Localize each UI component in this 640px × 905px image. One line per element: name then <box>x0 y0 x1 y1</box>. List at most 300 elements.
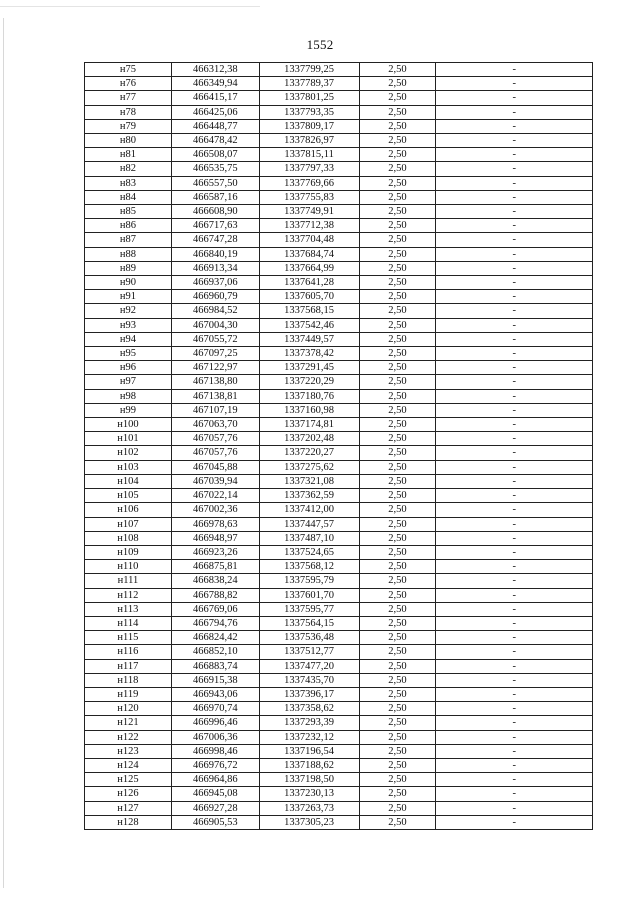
x-coordinate-cell: 466945,08 <box>171 787 259 801</box>
table-row <box>85 716 593 730</box>
point-id-cell: н92 <box>85 304 172 318</box>
error-cell: 2,50 <box>359 460 436 474</box>
table-row <box>85 773 593 787</box>
point-id-cell: н119 <box>85 687 172 701</box>
y-coordinate-cell: 1337568,12 <box>259 560 359 574</box>
y-coordinate-cell: 1337797,33 <box>259 162 359 176</box>
point-id-cell: н107 <box>85 517 172 531</box>
y-coordinate-cell: 1337601,70 <box>259 588 359 602</box>
table-row <box>85 517 593 531</box>
table-row <box>85 261 593 275</box>
y-coordinate-cell: 1337174,81 <box>259 418 359 432</box>
table-row <box>85 560 593 574</box>
x-coordinate-cell: 467004,30 <box>171 318 259 332</box>
table-row <box>85 687 593 701</box>
description-cell: - <box>436 602 593 616</box>
point-id-cell: н95 <box>85 347 172 361</box>
table-row <box>85 176 593 190</box>
table-row <box>85 375 593 389</box>
table-row <box>85 219 593 233</box>
table-row <box>85 730 593 744</box>
point-id-cell: н110 <box>85 560 172 574</box>
point-id-cell: н113 <box>85 602 172 616</box>
error-cell: 2,50 <box>359 105 436 119</box>
y-coordinate-cell: 1337641,28 <box>259 276 359 290</box>
point-id-cell: н88 <box>85 247 172 261</box>
table-row <box>85 332 593 346</box>
table-row <box>85 659 593 673</box>
table-row <box>85 815 593 829</box>
error-cell: 2,50 <box>359 219 436 233</box>
description-cell: - <box>436 403 593 417</box>
y-coordinate-cell: 1337358,62 <box>259 702 359 716</box>
x-coordinate-cell: 466557,50 <box>171 176 259 190</box>
table-row <box>85 531 593 545</box>
point-id-cell: н108 <box>85 531 172 545</box>
x-coordinate-cell: 466948,97 <box>171 531 259 545</box>
y-coordinate-cell: 1337188,62 <box>259 758 359 772</box>
table-row <box>85 77 593 91</box>
y-coordinate-cell: 1337568,15 <box>259 304 359 318</box>
x-coordinate-cell: 466478,42 <box>171 134 259 148</box>
x-coordinate-cell: 467045,88 <box>171 460 259 474</box>
point-id-cell: н111 <box>85 574 172 588</box>
point-id-cell: н89 <box>85 261 172 275</box>
description-cell: - <box>436 673 593 687</box>
point-id-cell: н100 <box>85 418 172 432</box>
y-coordinate-cell: 1337196,54 <box>259 744 359 758</box>
x-coordinate-cell: 466747,28 <box>171 233 259 247</box>
x-coordinate-cell: 466769,06 <box>171 602 259 616</box>
point-id-cell: н82 <box>85 162 172 176</box>
error-cell: 2,50 <box>359 148 436 162</box>
table-row <box>85 318 593 332</box>
error-cell: 2,50 <box>359 418 436 432</box>
y-coordinate-cell: 1337220,27 <box>259 446 359 460</box>
error-cell: 2,50 <box>359 531 436 545</box>
description-cell: - <box>436 375 593 389</box>
point-id-cell: н84 <box>85 190 172 204</box>
x-coordinate-cell: 466927,28 <box>171 801 259 815</box>
error-cell: 2,50 <box>359 347 436 361</box>
description-cell: - <box>436 91 593 105</box>
description-cell: - <box>436 460 593 474</box>
error-cell: 2,50 <box>359 304 436 318</box>
point-id-cell: н90 <box>85 276 172 290</box>
point-id-cell: н91 <box>85 290 172 304</box>
point-id-cell: н117 <box>85 659 172 673</box>
x-coordinate-cell: 466978,63 <box>171 517 259 531</box>
description-cell: - <box>436 744 593 758</box>
error-cell: 2,50 <box>359 560 436 574</box>
x-coordinate-cell: 466794,76 <box>171 616 259 630</box>
point-id-cell: н127 <box>85 801 172 815</box>
x-coordinate-cell: 467057,76 <box>171 446 259 460</box>
table-row <box>85 702 593 716</box>
description-cell: - <box>436 389 593 403</box>
y-coordinate-cell: 1337263,73 <box>259 801 359 815</box>
description-cell: - <box>436 687 593 701</box>
point-id-cell: н97 <box>85 375 172 389</box>
y-coordinate-cell: 1337536,48 <box>259 631 359 645</box>
error-cell: 2,50 <box>359 489 436 503</box>
table-row <box>85 105 593 119</box>
y-coordinate-cell: 1337769,66 <box>259 176 359 190</box>
point-id-cell: н120 <box>85 702 172 716</box>
x-coordinate-cell: 467022,14 <box>171 489 259 503</box>
x-coordinate-cell: 466349,94 <box>171 77 259 91</box>
description-cell: - <box>436 531 593 545</box>
point-id-cell: н122 <box>85 730 172 744</box>
x-coordinate-cell: 466838,24 <box>171 574 259 588</box>
error-cell: 2,50 <box>359 730 436 744</box>
x-coordinate-cell: 467138,80 <box>171 375 259 389</box>
description-cell: - <box>436 219 593 233</box>
table-row <box>85 489 593 503</box>
y-coordinate-cell: 1337512,77 <box>259 645 359 659</box>
error-cell: 2,50 <box>359 446 436 460</box>
table-row <box>85 148 593 162</box>
error-cell: 2,50 <box>359 773 436 787</box>
error-cell: 2,50 <box>359 659 436 673</box>
y-coordinate-cell: 1337293,39 <box>259 716 359 730</box>
y-coordinate-cell: 1337220,29 <box>259 375 359 389</box>
error-cell: 2,50 <box>359 332 436 346</box>
x-coordinate-cell: 466587,16 <box>171 190 259 204</box>
error-cell: 2,50 <box>359 318 436 332</box>
description-cell: - <box>436 77 593 91</box>
point-id-cell: н109 <box>85 545 172 559</box>
description-cell: - <box>436 631 593 645</box>
error-cell: 2,50 <box>359 162 436 176</box>
x-coordinate-cell: 466976,72 <box>171 758 259 772</box>
x-coordinate-cell: 466984,52 <box>171 304 259 318</box>
point-id-cell: н105 <box>85 489 172 503</box>
error-cell: 2,50 <box>359 276 436 290</box>
error-cell: 2,50 <box>359 233 436 247</box>
y-coordinate-cell: 1337799,25 <box>259 63 359 77</box>
description-cell: - <box>436 645 593 659</box>
description-cell: - <box>436 659 593 673</box>
y-coordinate-cell: 1337664,99 <box>259 261 359 275</box>
y-coordinate-cell: 1337449,57 <box>259 332 359 346</box>
error-cell: 2,50 <box>359 815 436 829</box>
y-coordinate-cell: 1337684,74 <box>259 247 359 261</box>
description-cell: - <box>436 205 593 219</box>
error-cell: 2,50 <box>359 247 436 261</box>
x-coordinate-cell: 467122,97 <box>171 361 259 375</box>
description-cell: - <box>436 517 593 531</box>
x-coordinate-cell: 466415,17 <box>171 91 259 105</box>
description-cell: - <box>436 474 593 488</box>
description-cell: - <box>436 773 593 787</box>
x-coordinate-cell: 466905,53 <box>171 815 259 829</box>
error-cell: 2,50 <box>359 673 436 687</box>
description-cell: - <box>436 134 593 148</box>
description-cell: - <box>436 446 593 460</box>
description-cell: - <box>436 347 593 361</box>
table-row <box>85 119 593 133</box>
description-cell: - <box>436 545 593 559</box>
x-coordinate-cell: 466883,74 <box>171 659 259 673</box>
point-id-cell: н99 <box>85 403 172 417</box>
error-cell: 2,50 <box>359 403 436 417</box>
y-coordinate-cell: 1337202,48 <box>259 432 359 446</box>
error-cell: 2,50 <box>359 517 436 531</box>
x-coordinate-cell: 466915,38 <box>171 673 259 687</box>
description-cell: - <box>436 503 593 517</box>
x-coordinate-cell: 467002,36 <box>171 503 259 517</box>
table-row <box>85 631 593 645</box>
table-row <box>85 446 593 460</box>
error-cell: 2,50 <box>359 645 436 659</box>
y-coordinate-cell: 1337749,91 <box>259 205 359 219</box>
error-cell: 2,50 <box>359 588 436 602</box>
coordinates-table-body <box>85 63 593 830</box>
error-cell: 2,50 <box>359 503 436 517</box>
error-cell: 2,50 <box>359 290 436 304</box>
description-cell: - <box>436 233 593 247</box>
y-coordinate-cell: 1337755,83 <box>259 190 359 204</box>
point-id-cell: н114 <box>85 616 172 630</box>
error-cell: 2,50 <box>359 261 436 275</box>
y-coordinate-cell: 1337378,42 <box>259 347 359 361</box>
point-id-cell: н128 <box>85 815 172 829</box>
table-row <box>85 503 593 517</box>
table-row <box>85 162 593 176</box>
description-cell: - <box>436 432 593 446</box>
table-row <box>85 233 593 247</box>
table-row <box>85 134 593 148</box>
point-id-cell: н83 <box>85 176 172 190</box>
description-cell: - <box>436 361 593 375</box>
y-coordinate-cell: 1337447,57 <box>259 517 359 531</box>
table-row <box>85 389 593 403</box>
y-coordinate-cell: 1337412,00 <box>259 503 359 517</box>
description-cell: - <box>436 702 593 716</box>
table-row <box>85 247 593 261</box>
x-coordinate-cell: 466852,10 <box>171 645 259 659</box>
table-row <box>85 474 593 488</box>
table-row <box>85 91 593 105</box>
y-coordinate-cell: 1337305,23 <box>259 815 359 829</box>
point-id-cell: н93 <box>85 318 172 332</box>
y-coordinate-cell: 1337542,46 <box>259 318 359 332</box>
y-coordinate-cell: 1337291,45 <box>259 361 359 375</box>
description-cell: - <box>436 247 593 261</box>
y-coordinate-cell: 1337595,79 <box>259 574 359 588</box>
description-cell: - <box>436 304 593 318</box>
table-row <box>85 432 593 446</box>
description-cell: - <box>436 290 593 304</box>
x-coordinate-cell: 467097,25 <box>171 347 259 361</box>
point-id-cell: н85 <box>85 205 172 219</box>
table-row <box>85 588 593 602</box>
table-row <box>85 190 593 204</box>
y-coordinate-cell: 1337809,17 <box>259 119 359 133</box>
y-coordinate-cell: 1337801,25 <box>259 91 359 105</box>
y-coordinate-cell: 1337396,17 <box>259 687 359 701</box>
table-row <box>85 801 593 815</box>
error-cell: 2,50 <box>359 91 436 105</box>
x-coordinate-cell: 467138,81 <box>171 389 259 403</box>
table-row <box>85 574 593 588</box>
x-coordinate-cell: 467107,19 <box>171 403 259 417</box>
table-row <box>85 744 593 758</box>
y-coordinate-cell: 1337704,48 <box>259 233 359 247</box>
point-id-cell: н124 <box>85 758 172 772</box>
y-coordinate-cell: 1337789,37 <box>259 77 359 91</box>
table-row <box>85 758 593 772</box>
table-row <box>85 418 593 432</box>
table-row <box>85 645 593 659</box>
point-id-cell: н98 <box>85 389 172 403</box>
error-cell: 2,50 <box>359 574 436 588</box>
error-cell: 2,50 <box>359 134 436 148</box>
y-coordinate-cell: 1337275,62 <box>259 460 359 474</box>
description-cell: - <box>436 716 593 730</box>
description-cell: - <box>436 119 593 133</box>
error-cell: 2,50 <box>359 389 436 403</box>
y-coordinate-cell: 1337321,08 <box>259 474 359 488</box>
description-cell: - <box>436 332 593 346</box>
description-cell: - <box>436 588 593 602</box>
error-cell: 2,50 <box>359 687 436 701</box>
point-id-cell: н121 <box>85 716 172 730</box>
y-coordinate-cell: 1337180,76 <box>259 389 359 403</box>
x-coordinate-cell: 466943,06 <box>171 687 259 701</box>
error-cell: 2,50 <box>359 787 436 801</box>
table-row <box>85 63 593 77</box>
error-cell: 2,50 <box>359 716 436 730</box>
x-coordinate-cell: 466448,77 <box>171 119 259 133</box>
point-id-cell: н81 <box>85 148 172 162</box>
point-id-cell: н80 <box>85 134 172 148</box>
table-row <box>85 460 593 474</box>
scan-edge-top <box>0 6 260 7</box>
description-cell: - <box>436 318 593 332</box>
x-coordinate-cell: 466788,82 <box>171 588 259 602</box>
description-cell: - <box>436 105 593 119</box>
y-coordinate-cell: 1337198,50 <box>259 773 359 787</box>
error-cell: 2,50 <box>359 375 436 389</box>
error-cell: 2,50 <box>359 474 436 488</box>
x-coordinate-cell: 467055,72 <box>171 332 259 346</box>
point-id-cell: н86 <box>85 219 172 233</box>
description-cell: - <box>436 730 593 744</box>
description-cell: - <box>436 148 593 162</box>
table-row <box>85 403 593 417</box>
description-cell: - <box>436 574 593 588</box>
y-coordinate-cell: 1337160,98 <box>259 403 359 417</box>
description-cell: - <box>436 276 593 290</box>
description-cell: - <box>436 815 593 829</box>
point-id-cell: н78 <box>85 105 172 119</box>
table-row <box>85 205 593 219</box>
point-id-cell: н112 <box>85 588 172 602</box>
y-coordinate-cell: 1337595,77 <box>259 602 359 616</box>
x-coordinate-cell: 467006,36 <box>171 730 259 744</box>
description-cell: - <box>436 560 593 574</box>
y-coordinate-cell: 1337605,70 <box>259 290 359 304</box>
table-row <box>85 347 593 361</box>
y-coordinate-cell: 1337435,70 <box>259 673 359 687</box>
point-id-cell: н115 <box>85 631 172 645</box>
point-id-cell: н126 <box>85 787 172 801</box>
table-row <box>85 545 593 559</box>
page-number: 1552 <box>306 37 334 52</box>
y-coordinate-cell: 1337232,12 <box>259 730 359 744</box>
error-cell: 2,50 <box>359 205 436 219</box>
x-coordinate-cell: 466608,90 <box>171 205 259 219</box>
x-coordinate-cell: 466996,46 <box>171 716 259 730</box>
point-id-cell: н116 <box>85 645 172 659</box>
x-coordinate-cell: 467063,70 <box>171 418 259 432</box>
y-coordinate-cell: 1337564,15 <box>259 616 359 630</box>
table-row <box>85 361 593 375</box>
point-id-cell: н102 <box>85 446 172 460</box>
table-row <box>85 276 593 290</box>
description-cell: - <box>436 261 593 275</box>
description-cell: - <box>436 801 593 815</box>
error-cell: 2,50 <box>359 801 436 815</box>
table-row <box>85 673 593 687</box>
error-cell: 2,50 <box>359 631 436 645</box>
description-cell: - <box>436 176 593 190</box>
description-cell: - <box>436 489 593 503</box>
error-cell: 2,50 <box>359 432 436 446</box>
table-row <box>85 304 593 318</box>
x-coordinate-cell: 466717,63 <box>171 219 259 233</box>
error-cell: 2,50 <box>359 77 436 91</box>
table-row <box>85 290 593 304</box>
error-cell: 2,50 <box>359 758 436 772</box>
description-cell: - <box>436 418 593 432</box>
point-id-cell: н123 <box>85 744 172 758</box>
y-coordinate-cell: 1337487,10 <box>259 531 359 545</box>
y-coordinate-cell: 1337477,20 <box>259 659 359 673</box>
point-id-cell: н87 <box>85 233 172 247</box>
point-id-cell: н79 <box>85 119 172 133</box>
point-id-cell: н76 <box>85 77 172 91</box>
x-coordinate-cell: 467057,76 <box>171 432 259 446</box>
y-coordinate-cell: 1337815,11 <box>259 148 359 162</box>
error-cell: 2,50 <box>359 119 436 133</box>
point-id-cell: н118 <box>85 673 172 687</box>
y-coordinate-cell: 1337712,38 <box>259 219 359 233</box>
x-coordinate-cell: 466508,07 <box>171 148 259 162</box>
description-cell: - <box>436 162 593 176</box>
error-cell: 2,50 <box>359 702 436 716</box>
point-id-cell: н125 <box>85 773 172 787</box>
x-coordinate-cell: 466964,86 <box>171 773 259 787</box>
error-cell: 2,50 <box>359 602 436 616</box>
point-id-cell: н101 <box>85 432 172 446</box>
error-cell: 2,50 <box>359 616 436 630</box>
x-coordinate-cell: 466312,38 <box>171 63 259 77</box>
error-cell: 2,50 <box>359 361 436 375</box>
x-coordinate-cell: 466913,34 <box>171 261 259 275</box>
point-id-cell: н94 <box>85 332 172 346</box>
point-id-cell: н77 <box>85 91 172 105</box>
x-coordinate-cell: 466535,75 <box>171 162 259 176</box>
x-coordinate-cell: 466960,79 <box>171 290 259 304</box>
x-coordinate-cell: 466970,74 <box>171 702 259 716</box>
error-cell: 2,50 <box>359 63 436 77</box>
x-coordinate-cell: 466923,26 <box>171 545 259 559</box>
point-id-cell: н96 <box>85 361 172 375</box>
scan-edge-left <box>3 18 4 888</box>
